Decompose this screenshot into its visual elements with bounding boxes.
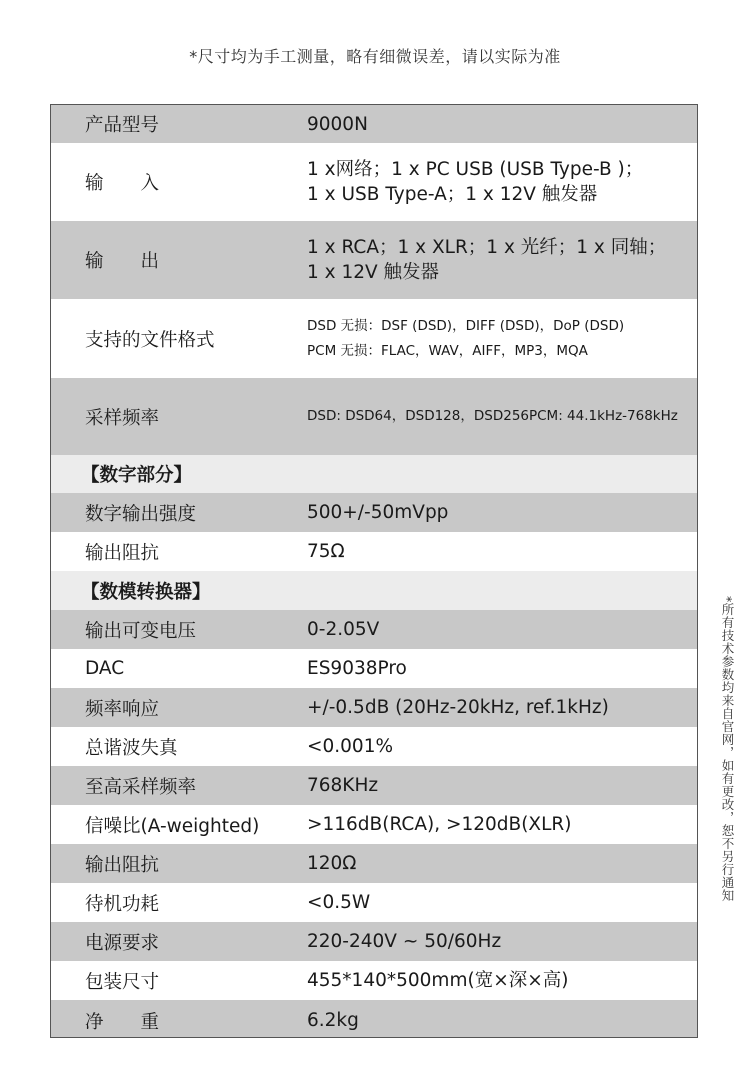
spec-value: >116dB(RCA), >120dB(XLR) <box>307 814 572 835</box>
spec-value: 455*140*500mm(宽×深×高) <box>307 970 569 991</box>
spec-label: 频率响应 <box>85 698 160 720</box>
spec-label: 电源要求 <box>85 932 160 954</box>
spec-value-line: DSD 无损：DSF (DSD)，DIFF (DSD)，DoP (DSD) <box>307 317 625 334</box>
spec-value: 0-2.05V <box>307 619 380 640</box>
spec-row-dac <box>51 649 697 688</box>
spec-value: +/-0.5dB (20Hz-20kHz, ref.1kHz) <box>307 697 609 718</box>
spec-value: DSD: DSD64，DSD128，DSD256PCM: 44.1kHz-768kHz <box>307 408 678 424</box>
spec-label: 输出阻抗 <box>85 854 160 876</box>
spec-row-model <box>51 105 697 143</box>
spec-label: 输出可变电压 <box>85 620 197 642</box>
spec-row-snr <box>51 805 697 844</box>
measurement-note: *尺寸均为手工测量，略有细微误差，请以实际为准 <box>189 47 561 66</box>
spec-label: 总谐波失真 <box>85 737 178 759</box>
spec-row-max-sample-rate <box>51 766 697 805</box>
spec-label: 输 入 <box>85 173 160 194</box>
spec-row-variable-output <box>51 610 697 649</box>
spec-label: 信噪比(A-weighted) <box>85 815 260 837</box>
spec-value-line: 1 x RCA；1 x XLR；1 x 光纤；1 x 同轴； <box>307 237 667 258</box>
spec-value: 768KHz <box>307 775 379 796</box>
spec-row-package-size <box>51 961 697 1000</box>
spec-value-line: 1 x 12V 触发器 <box>307 262 440 283</box>
spec-row-sample-rate <box>51 378 697 455</box>
spec-value <box>307 314 697 364</box>
spec-value: 120Ω <box>307 853 357 874</box>
spec-row-thd <box>51 727 697 766</box>
section-header-dac <box>51 571 697 610</box>
spec-row-input <box>51 143 697 221</box>
spec-row-output <box>51 221 697 299</box>
spec-row-net-weight <box>51 1000 697 1038</box>
spec-value: 220-240V ~ 50/60Hz <box>307 931 502 952</box>
spec-label: 数字输出强度 <box>85 503 197 525</box>
spec-value: 6.2kg <box>307 1010 359 1031</box>
spec-label: 产品型号 <box>85 115 160 136</box>
spec-label: 采样频率 <box>85 407 160 429</box>
section-title: 【数模转换器】 <box>81 581 211 603</box>
spec-label: 输出阻抗 <box>85 542 160 564</box>
spec-value: <0.5W <box>307 892 371 913</box>
spec-value-line: 1 x网络；1 x PC USB (USB Type-B )； <box>307 159 644 180</box>
spec-row-output-impedance-digital <box>51 532 697 571</box>
spec-value: <0.001% <box>307 736 394 757</box>
section-title: 【数字部分】 <box>81 465 193 486</box>
spec-value: 500+/-50mVpp <box>307 502 449 523</box>
spec-label: 待机功耗 <box>85 893 160 915</box>
spec-label: 输 出 <box>85 251 160 272</box>
spec-label: DAC <box>85 658 125 679</box>
section-header-digital <box>51 455 697 493</box>
spec-value-line: 1 x USB Type-A；1 x 12V 触发器 <box>307 184 598 205</box>
spec-value: ES9038Pro <box>307 658 407 679</box>
spec-row-output-impedance <box>51 844 697 883</box>
spec-value-line: PCM 无损：FLAC，WAV，AIFF，MP3，MQA <box>307 342 588 359</box>
spec-row-file-formats <box>51 299 697 378</box>
spec-value <box>307 235 697 285</box>
spec-row-standby-power <box>51 883 697 922</box>
spec-row-frequency-response <box>51 688 697 727</box>
spec-row-power-requirement <box>51 922 697 961</box>
spec-label: 包装尺寸 <box>85 971 160 993</box>
spec-value: 75Ω <box>307 541 345 562</box>
spec-value <box>307 157 697 207</box>
spec-row-digital-output-level <box>51 493 697 532</box>
spec-label: 净 重 <box>85 1011 160 1033</box>
spec-value: 9000N <box>307 113 368 135</box>
spec-label: 支持的文件格式 <box>85 329 215 351</box>
spec-table <box>50 104 698 1038</box>
disclaimer-note: *所有技术参数均来自官网，如有更改，恕不另行通知 <box>720 596 735 902</box>
spec-label: 至高采样频率 <box>85 776 197 798</box>
